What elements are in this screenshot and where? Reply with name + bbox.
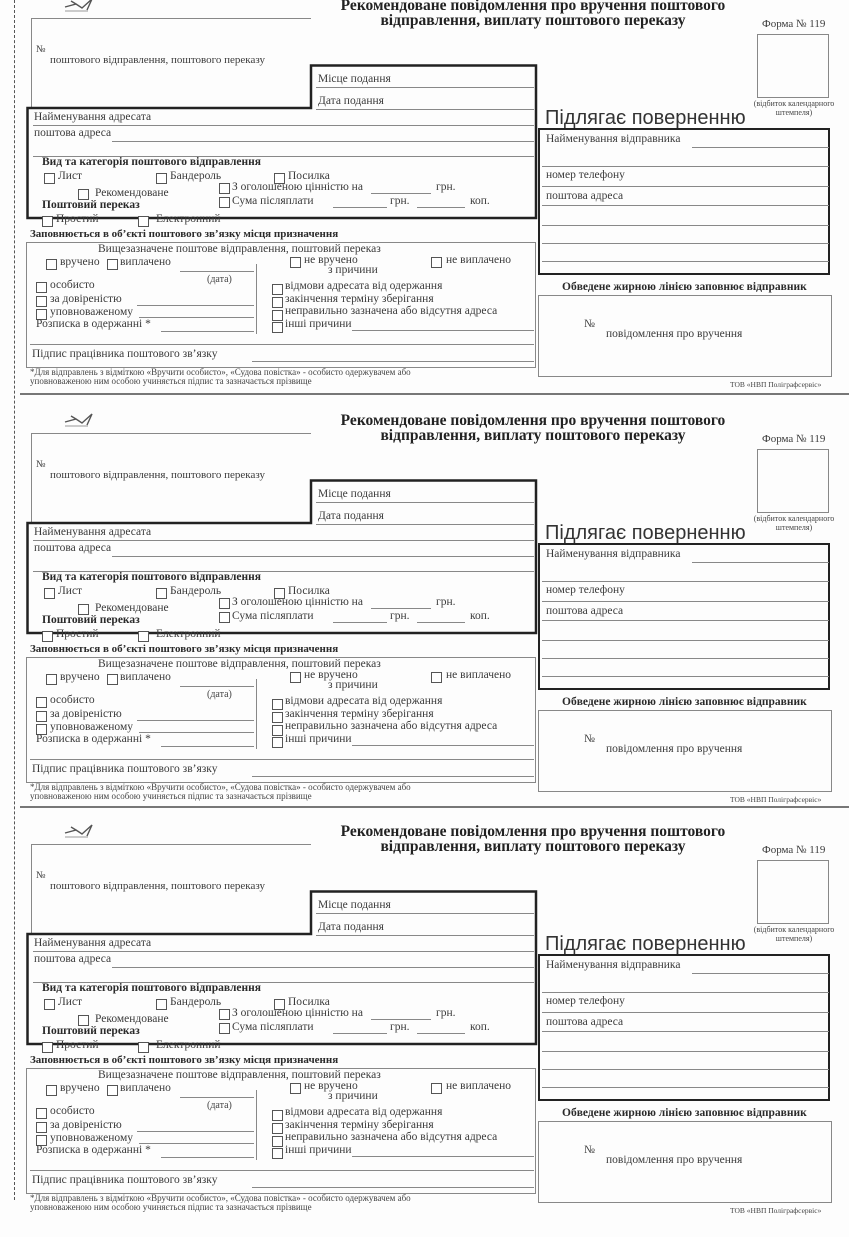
- checkbox-by-proxy[interactable]: [36, 296, 47, 307]
- destination-divider: [256, 679, 257, 749]
- checkbox-reason-expired[interactable]: [272, 1123, 283, 1134]
- notice-number-caption: повідомлення про вручення: [606, 743, 743, 755]
- other-reason-field[interactable]: [352, 330, 534, 331]
- cod-uah-label: грн.: [390, 610, 410, 622]
- cod-kop-field[interactable]: [417, 622, 465, 623]
- reason-other-label: інші причини: [285, 318, 352, 330]
- destination-separator: [30, 759, 534, 760]
- return-heading: Підлягає поверненню: [545, 107, 746, 129]
- checkbox-not-paid[interactable]: [431, 257, 442, 268]
- place-of-submission-field[interactable]: [316, 502, 534, 503]
- checkbox-declared-value[interactable]: [219, 598, 230, 609]
- sender-address-field-1[interactable]: [542, 1031, 829, 1032]
- destination-heading: Заповнюється в об’єкті поштового зв’язку місця призначення: [30, 228, 339, 240]
- reason-expired-label: закінчення терміну зберігання: [285, 293, 434, 305]
- checkbox-not-delivered[interactable]: [290, 257, 301, 268]
- sender-address-label: поштова адреса: [546, 190, 624, 202]
- checkbox-not-delivered[interactable]: [290, 672, 301, 683]
- checkbox-simple-transfer[interactable]: [42, 631, 53, 642]
- personally-label: особисто: [50, 1105, 95, 1117]
- uah-label: грн.: [436, 596, 456, 608]
- return-heading: Підлягає поверненню: [545, 522, 746, 544]
- sender-address-field-3[interactable]: [542, 658, 829, 659]
- stamp-caption: (відбиток календарного штемпеля): [753, 925, 835, 943]
- sender-address-field-4[interactable]: [542, 676, 829, 677]
- checkbox-reason-other[interactable]: [272, 1148, 283, 1159]
- parcel-label: Посилка: [288, 170, 330, 182]
- cod-uah-label: грн.: [390, 195, 410, 207]
- sender-address-field-3[interactable]: [542, 1069, 829, 1070]
- checkbox-cod[interactable]: [219, 197, 230, 208]
- uah-label: грн.: [436, 1007, 456, 1019]
- checkbox-small-parcel[interactable]: [156, 173, 167, 184]
- checkbox-delivered[interactable]: [46, 1085, 57, 1096]
- by-proxy-label: за довіреністю: [50, 1119, 122, 1131]
- number-sign: №: [36, 459, 46, 470]
- notice-number-caption: повідомлення про вручення: [606, 1154, 743, 1166]
- receipt-label: Розписка в одержанні *: [36, 733, 151, 745]
- checkbox-reason-refusal[interactable]: [272, 699, 283, 710]
- authorized-field[interactable]: [139, 732, 254, 733]
- simple-transfer-label: Простий: [56, 628, 99, 640]
- calendar-stamp-box[interactable]: [757, 34, 829, 98]
- recipient-address-label: поштова адреса: [34, 953, 112, 965]
- form-number: Форма № 119: [762, 18, 826, 30]
- form-title: [318, 0, 748, 28]
- recipient-address-field[interactable]: [112, 967, 534, 968]
- date-of-submission-field[interactable]: [316, 524, 534, 525]
- kop-label: коп.: [470, 195, 490, 207]
- letter-label: Лист: [58, 170, 83, 182]
- place-of-submission-label: Місце подання: [318, 899, 391, 911]
- delivery-date-field[interactable]: [180, 686, 254, 687]
- phone-field[interactable]: [542, 601, 829, 602]
- title-line-2: відправлення, виплату поштового переказу: [380, 12, 686, 29]
- sender-name-field[interactable]: [692, 562, 829, 563]
- checkbox-by-proxy[interactable]: [36, 1122, 47, 1133]
- cod-amount-label: Сума післяплати: [232, 610, 314, 622]
- parcel-label: Посилка: [288, 585, 330, 597]
- printer-imprint: ТОВ «НВП Поліграфсервіс»: [730, 380, 822, 389]
- sender-address-field-3[interactable]: [542, 243, 829, 244]
- sender-name-field-2[interactable]: [542, 992, 829, 993]
- postal-worker-signature-label: Підпис працівника поштового зв’язку: [32, 763, 218, 775]
- sender-address-label: поштова адреса: [546, 1016, 624, 1028]
- phone-label: номер телефону: [546, 169, 625, 181]
- recipient-address-field[interactable]: [112, 141, 534, 142]
- checkbox-letter[interactable]: [44, 588, 55, 599]
- checkbox-simple-transfer[interactable]: [42, 216, 53, 227]
- date-caption: (дата): [207, 689, 232, 700]
- destination-divider: [256, 264, 257, 334]
- delivery-notice-form-119-copy-2: [0, 412, 849, 826]
- printer-imprint: ТОВ «НВП Поліграфсервіс»: [730, 795, 822, 804]
- recipient-name-field[interactable]: [33, 125, 534, 126]
- date-of-submission-field[interactable]: [316, 109, 534, 110]
- authorized-label: уповноваженому: [50, 721, 133, 733]
- delivered-label: вручено: [60, 671, 100, 683]
- destination-separator: [30, 1170, 534, 1171]
- postal-worker-signature-label: Підпис працівника поштового зв’язку: [32, 1174, 218, 1186]
- proxy-field[interactable]: [137, 1131, 254, 1132]
- checkbox-electronic-transfer[interactable]: [138, 1042, 149, 1053]
- phone-field[interactable]: [542, 1012, 829, 1013]
- recipient-name-label: Найменування адресата: [34, 526, 152, 538]
- recipient-address-label: поштова адреса: [34, 542, 112, 554]
- destination-caption: Вищезазначене поштове відправлення, поштовий переказ: [98, 1069, 381, 1081]
- recipient-name-field[interactable]: [33, 540, 534, 541]
- title-line-1: Рекомендоване повідомлення про вручення поштового: [340, 0, 726, 14]
- date-caption: (дата): [207, 274, 232, 285]
- checkbox-reason-expired[interactable]: [272, 297, 283, 308]
- printer-imprint: ТОВ «НВП Поліграфсервіс»: [730, 1206, 822, 1215]
- letter-label: Лист: [58, 996, 83, 1008]
- item-number-caption: поштового відправлення, поштового переказу: [50, 469, 265, 481]
- phone-label: номер телефону: [546, 995, 625, 1007]
- reason-refusal-label: відмови адресата від одержання: [285, 695, 443, 707]
- small-parcel-label: Бандероль: [170, 585, 222, 597]
- form-number: Форма № 119: [762, 844, 826, 856]
- checkbox-not-delivered[interactable]: [290, 1083, 301, 1094]
- number-sign: №: [36, 44, 46, 55]
- electronic-transfer-label: Електронний: [156, 628, 221, 640]
- recipient-address-label: поштова адреса: [34, 127, 112, 139]
- stamp-caption: (відбиток календарного штемпеля): [753, 514, 835, 532]
- date-caption: (дата): [207, 1100, 232, 1111]
- delivery-date-field[interactable]: [180, 271, 254, 272]
- date-of-submission-label: Дата подання: [318, 510, 384, 522]
- checkbox-small-parcel[interactable]: [156, 588, 167, 599]
- checkbox-reason-other[interactable]: [272, 322, 283, 333]
- checkbox-paid[interactable]: [107, 259, 118, 270]
- title-line-1: Рекомендоване повідомлення про вручення поштового: [340, 823, 726, 840]
- sender-fills-note: Обведене жирною лінією заповнює відправник: [562, 696, 807, 708]
- receipt-label: Розписка в одержанні *: [36, 318, 151, 330]
- sender-name-label: Найменування відправника: [546, 133, 681, 145]
- cod-amount-label: Сума післяплати: [232, 1021, 314, 1033]
- checkbox-letter[interactable]: [44, 173, 55, 184]
- reason-expired-label: закінчення терміну зберігання: [285, 1119, 434, 1131]
- destination-separator: [30, 344, 534, 345]
- transfer-heading: Поштовий переказ: [42, 1025, 140, 1037]
- registered-label: Рекомендоване: [95, 187, 169, 199]
- sender-address-field-4[interactable]: [542, 261, 829, 262]
- checkbox-personally[interactable]: [36, 282, 47, 293]
- electronic-transfer-label: Електронний: [156, 213, 221, 225]
- checkbox-cod[interactable]: [219, 1023, 230, 1034]
- sender-fills-note: Обведене жирною лінією заповнює відправник: [562, 281, 807, 293]
- declared-value-field[interactable]: [371, 193, 431, 194]
- authorized-field[interactable]: [139, 1143, 254, 1144]
- declared-value-field[interactable]: [371, 608, 431, 609]
- electronic-transfer-label: Електронний: [156, 1039, 221, 1051]
- destination-caption: Вищезазначене поштове відправлення, поштовий переказ: [98, 658, 381, 670]
- personally-label: особисто: [50, 279, 95, 291]
- paid-label: виплачено: [120, 671, 171, 683]
- reason-refusal-label: відмови адресата від одержання: [285, 1106, 443, 1118]
- proxy-field[interactable]: [137, 720, 254, 721]
- cod-uah-field[interactable]: [333, 207, 387, 208]
- checkbox-by-proxy[interactable]: [36, 711, 47, 722]
- kop-label: коп.: [470, 610, 490, 622]
- cod-kop-field[interactable]: [417, 1033, 465, 1034]
- checkbox-not-paid[interactable]: [431, 1083, 442, 1094]
- checkbox-reason-expired[interactable]: [272, 712, 283, 723]
- destination-caption: Вищезазначене поштове відправлення, поштовий переказ: [98, 243, 381, 255]
- delivery-date-field[interactable]: [180, 1097, 254, 1098]
- form-number: Форма № 119: [762, 433, 826, 445]
- authorized-label: уповноваженому: [50, 306, 133, 318]
- declared-value-field[interactable]: [371, 1019, 431, 1020]
- receipt-signature-field[interactable]: [161, 331, 254, 332]
- by-proxy-label: за довіреністю: [50, 708, 122, 720]
- checkbox-delivered[interactable]: [46, 674, 57, 685]
- small-parcel-label: Бандероль: [170, 170, 222, 182]
- phone-label: номер телефону: [546, 584, 625, 596]
- other-reason-field[interactable]: [352, 1156, 534, 1157]
- sender-address-field-2[interactable]: [542, 225, 829, 226]
- sender-name-field[interactable]: [692, 973, 829, 974]
- uah-label: грн.: [436, 181, 456, 193]
- registered-label: Рекомендоване: [95, 602, 169, 614]
- sender-address-field-1[interactable]: [542, 620, 829, 621]
- destination-divider: [256, 1090, 257, 1160]
- recipient-address-field[interactable]: [112, 556, 534, 557]
- postal-worker-signature-field[interactable]: [252, 361, 534, 362]
- notice-number-caption: повідомлення про вручення: [606, 328, 743, 340]
- delivered-label: вручено: [60, 1082, 100, 1094]
- recipient-name-label: Найменування адресата: [34, 937, 152, 949]
- sender-address-field-2[interactable]: [542, 1051, 829, 1052]
- transfer-heading: Поштовий переказ: [42, 199, 140, 211]
- place-of-submission-field[interactable]: [316, 913, 534, 914]
- checkbox-delivered[interactable]: [46, 259, 57, 270]
- sender-address-field-2[interactable]: [542, 640, 829, 641]
- reason-other-label: інші причини: [285, 733, 352, 745]
- item-type-heading: Вид та категорія поштового відправлення: [42, 982, 262, 994]
- destination-heading: Заповнюється в об’єкті поштового зв’язку місця призначення: [30, 1054, 339, 1066]
- recipient-name-label: Найменування адресата: [34, 111, 152, 123]
- not-delivered-label: не вручено: [304, 1080, 358, 1092]
- declared-value-label: З оголошеною цінністю на: [232, 181, 363, 193]
- by-proxy-label: за довіреністю: [50, 293, 122, 305]
- title-line-1: Рекомендоване повідомлення про вручення поштового: [340, 412, 726, 429]
- cod-uah-label: грн.: [390, 1021, 410, 1033]
- not-paid-label: не виплачено: [446, 254, 512, 266]
- sender-address-field-1[interactable]: [542, 205, 829, 206]
- sender-name-field[interactable]: [692, 147, 829, 148]
- number-sign: №: [36, 870, 46, 881]
- form-title: [318, 413, 748, 443]
- sender-name-field-2[interactable]: [542, 166, 829, 167]
- receipt-signature-field[interactable]: [161, 746, 254, 747]
- reason-expired-label: закінчення терміну зберігання: [285, 708, 434, 720]
- checkbox-reason-bad-address[interactable]: [272, 310, 283, 321]
- postal-worker-signature-label: Підпис працівника поштового зв’язку: [32, 348, 218, 360]
- cod-amount-label: Сума післяплати: [232, 195, 314, 207]
- checkbox-paid[interactable]: [107, 1085, 118, 1096]
- cod-kop-field[interactable]: [417, 207, 465, 208]
- sender-name-label: Найменування відправника: [546, 548, 681, 560]
- checkbox-declared-value[interactable]: [219, 1009, 230, 1020]
- item-number-caption: поштового відправлення, поштового переказу: [50, 54, 265, 66]
- sender-address-field-4[interactable]: [542, 1087, 829, 1088]
- delivery-notice-form-119-copy-1: [0, 0, 849, 411]
- reason-other-label: інші причини: [285, 1144, 352, 1156]
- notice-number-sign: №: [584, 733, 595, 745]
- delivered-label: вручено: [60, 256, 100, 268]
- not-delivered-label: не вручено: [304, 669, 358, 681]
- simple-transfer-label: Простий: [56, 213, 99, 225]
- delivery-notice-form-119-copy-3: [0, 823, 849, 1237]
- checkbox-electronic-transfer[interactable]: [138, 631, 149, 642]
- checkbox-cod[interactable]: [219, 612, 230, 623]
- for-reasons-label: з причини: [328, 264, 378, 276]
- for-reasons-label: з причини: [328, 679, 378, 691]
- checkbox-personally[interactable]: [36, 1108, 47, 1119]
- reason-refusal-label: відмови адресата від одержання: [285, 280, 443, 292]
- checkbox-reason-other[interactable]: [272, 737, 283, 748]
- cod-uah-field[interactable]: [333, 1033, 387, 1034]
- ukrposhta-logo-icon: [62, 413, 96, 429]
- item-type-heading: Вид та категорія поштового відправлення: [42, 571, 262, 583]
- declared-value-label: З оголошеною цінністю на: [232, 596, 363, 608]
- proxy-field[interactable]: [137, 305, 254, 306]
- date-of-submission-label: Дата подання: [318, 921, 384, 933]
- reason-bad-address-label: неправильно зазначена або відсутня адреса: [285, 1131, 498, 1143]
- footnote: *Для відправлень з відміткою «Вручити особисто», «Судова повістка» - особисто одержувачем або уповноваженою ним особою учиняється підпис та зазначається прізвище: [30, 367, 411, 386]
- for-reasons-label: з причини: [328, 1090, 378, 1102]
- item-number-caption: поштового відправлення, поштового переказу: [50, 880, 265, 892]
- simple-transfer-label: Простий: [56, 1039, 99, 1051]
- date-of-submission-label: Дата подання: [318, 95, 384, 107]
- reason-bad-address-label: неправильно зазначена або відсутня адреса: [285, 720, 498, 732]
- checkbox-not-paid[interactable]: [431, 672, 442, 683]
- form-title: [318, 824, 748, 854]
- calendar-stamp-box[interactable]: [757, 860, 829, 924]
- checkbox-small-parcel[interactable]: [156, 999, 167, 1010]
- return-heading: Підлягає поверненню: [545, 933, 746, 955]
- place-of-submission-label: Місце подання: [318, 73, 391, 85]
- cod-uah-field[interactable]: [333, 622, 387, 623]
- footnote: *Для відправлень з відміткою «Вручити особисто», «Судова повістка» - особисто одержувачем або уповноваженою ним особою учиняється підпис та зазначається прізвище: [30, 782, 411, 801]
- checkbox-reason-bad-address[interactable]: [272, 1136, 283, 1147]
- postal-worker-signature-field[interactable]: [252, 1187, 534, 1188]
- calendar-stamp-box[interactable]: [757, 449, 829, 513]
- postal-worker-signature-field[interactable]: [252, 776, 534, 777]
- ukrposhta-logo-icon: [62, 824, 96, 840]
- reason-bad-address-label: неправильно зазначена або відсутня адреса: [285, 305, 498, 317]
- notice-number-sign: №: [584, 318, 595, 330]
- not-delivered-label: не вручено: [304, 254, 358, 266]
- personally-label: особисто: [50, 694, 95, 706]
- sender-fills-note: Обведене жирною лінією заповнює відправник: [562, 1107, 807, 1119]
- item-type-heading: Вид та категорія поштового відправлення: [42, 156, 262, 168]
- title-line-2: відправлення, виплату поштового переказу: [380, 427, 686, 444]
- declared-value-label: З оголошеною цінністю на: [232, 1007, 363, 1019]
- checkbox-reason-bad-address[interactable]: [272, 725, 283, 736]
- date-of-submission-field[interactable]: [316, 935, 534, 936]
- sender-name-label: Найменування відправника: [546, 959, 681, 971]
- parcel-label: Посилка: [288, 996, 330, 1008]
- small-parcel-label: Бандероль: [170, 996, 222, 1008]
- footnote: *Для відправлень з відміткою «Вручити особисто», «Судова повістка» - особисто одержувачем або уповноваженою ним особою учиняється підпис та зазначається прізвище: [30, 1193, 411, 1212]
- registered-label: Рекомендоване: [95, 1013, 169, 1025]
- ukrposhta-logo-icon: [62, 0, 96, 14]
- title-line-2: відправлення, виплату поштового переказу: [380, 838, 686, 855]
- receipt-label: Розписка в одержанні *: [36, 1144, 151, 1156]
- other-reason-field[interactable]: [352, 745, 534, 746]
- kop-label: коп.: [470, 1021, 490, 1033]
- receipt-signature-field[interactable]: [161, 1157, 254, 1158]
- stamp-caption: (відбиток календарного штемпеля): [753, 99, 835, 117]
- checkbox-letter[interactable]: [44, 999, 55, 1010]
- recipient-name-field[interactable]: [33, 951, 534, 952]
- sender-name-field-2[interactable]: [542, 581, 829, 582]
- not-paid-label: не виплачено: [446, 1080, 512, 1092]
- phone-field[interactable]: [542, 186, 829, 187]
- checkbox-simple-transfer[interactable]: [42, 1042, 53, 1053]
- sheet-separator-2: [20, 806, 849, 808]
- not-paid-label: не виплачено: [446, 669, 512, 681]
- notice-number-sign: №: [584, 1144, 595, 1156]
- paid-label: виплачено: [120, 256, 171, 268]
- paid-label: виплачено: [120, 1082, 171, 1094]
- checkbox-declared-value[interactable]: [219, 183, 230, 194]
- checkbox-paid[interactable]: [107, 674, 118, 685]
- sender-address-label: поштова адреса: [546, 605, 624, 617]
- authorized-label: уповноваженому: [50, 1132, 133, 1144]
- checkbox-personally[interactable]: [36, 697, 47, 708]
- checkbox-reason-refusal[interactable]: [272, 284, 283, 295]
- checkbox-electronic-transfer[interactable]: [138, 216, 149, 227]
- destination-heading: Заповнюється в об’єкті поштового зв’язку місця призначення: [30, 643, 339, 655]
- place-of-submission-field[interactable]: [316, 87, 534, 88]
- authorized-field[interactable]: [139, 317, 254, 318]
- sheet-separator-1: [20, 393, 849, 395]
- place-of-submission-label: Місце подання: [318, 488, 391, 500]
- transfer-heading: Поштовий переказ: [42, 614, 140, 626]
- letter-label: Лист: [58, 585, 83, 597]
- checkbox-reason-refusal[interactable]: [272, 1110, 283, 1121]
